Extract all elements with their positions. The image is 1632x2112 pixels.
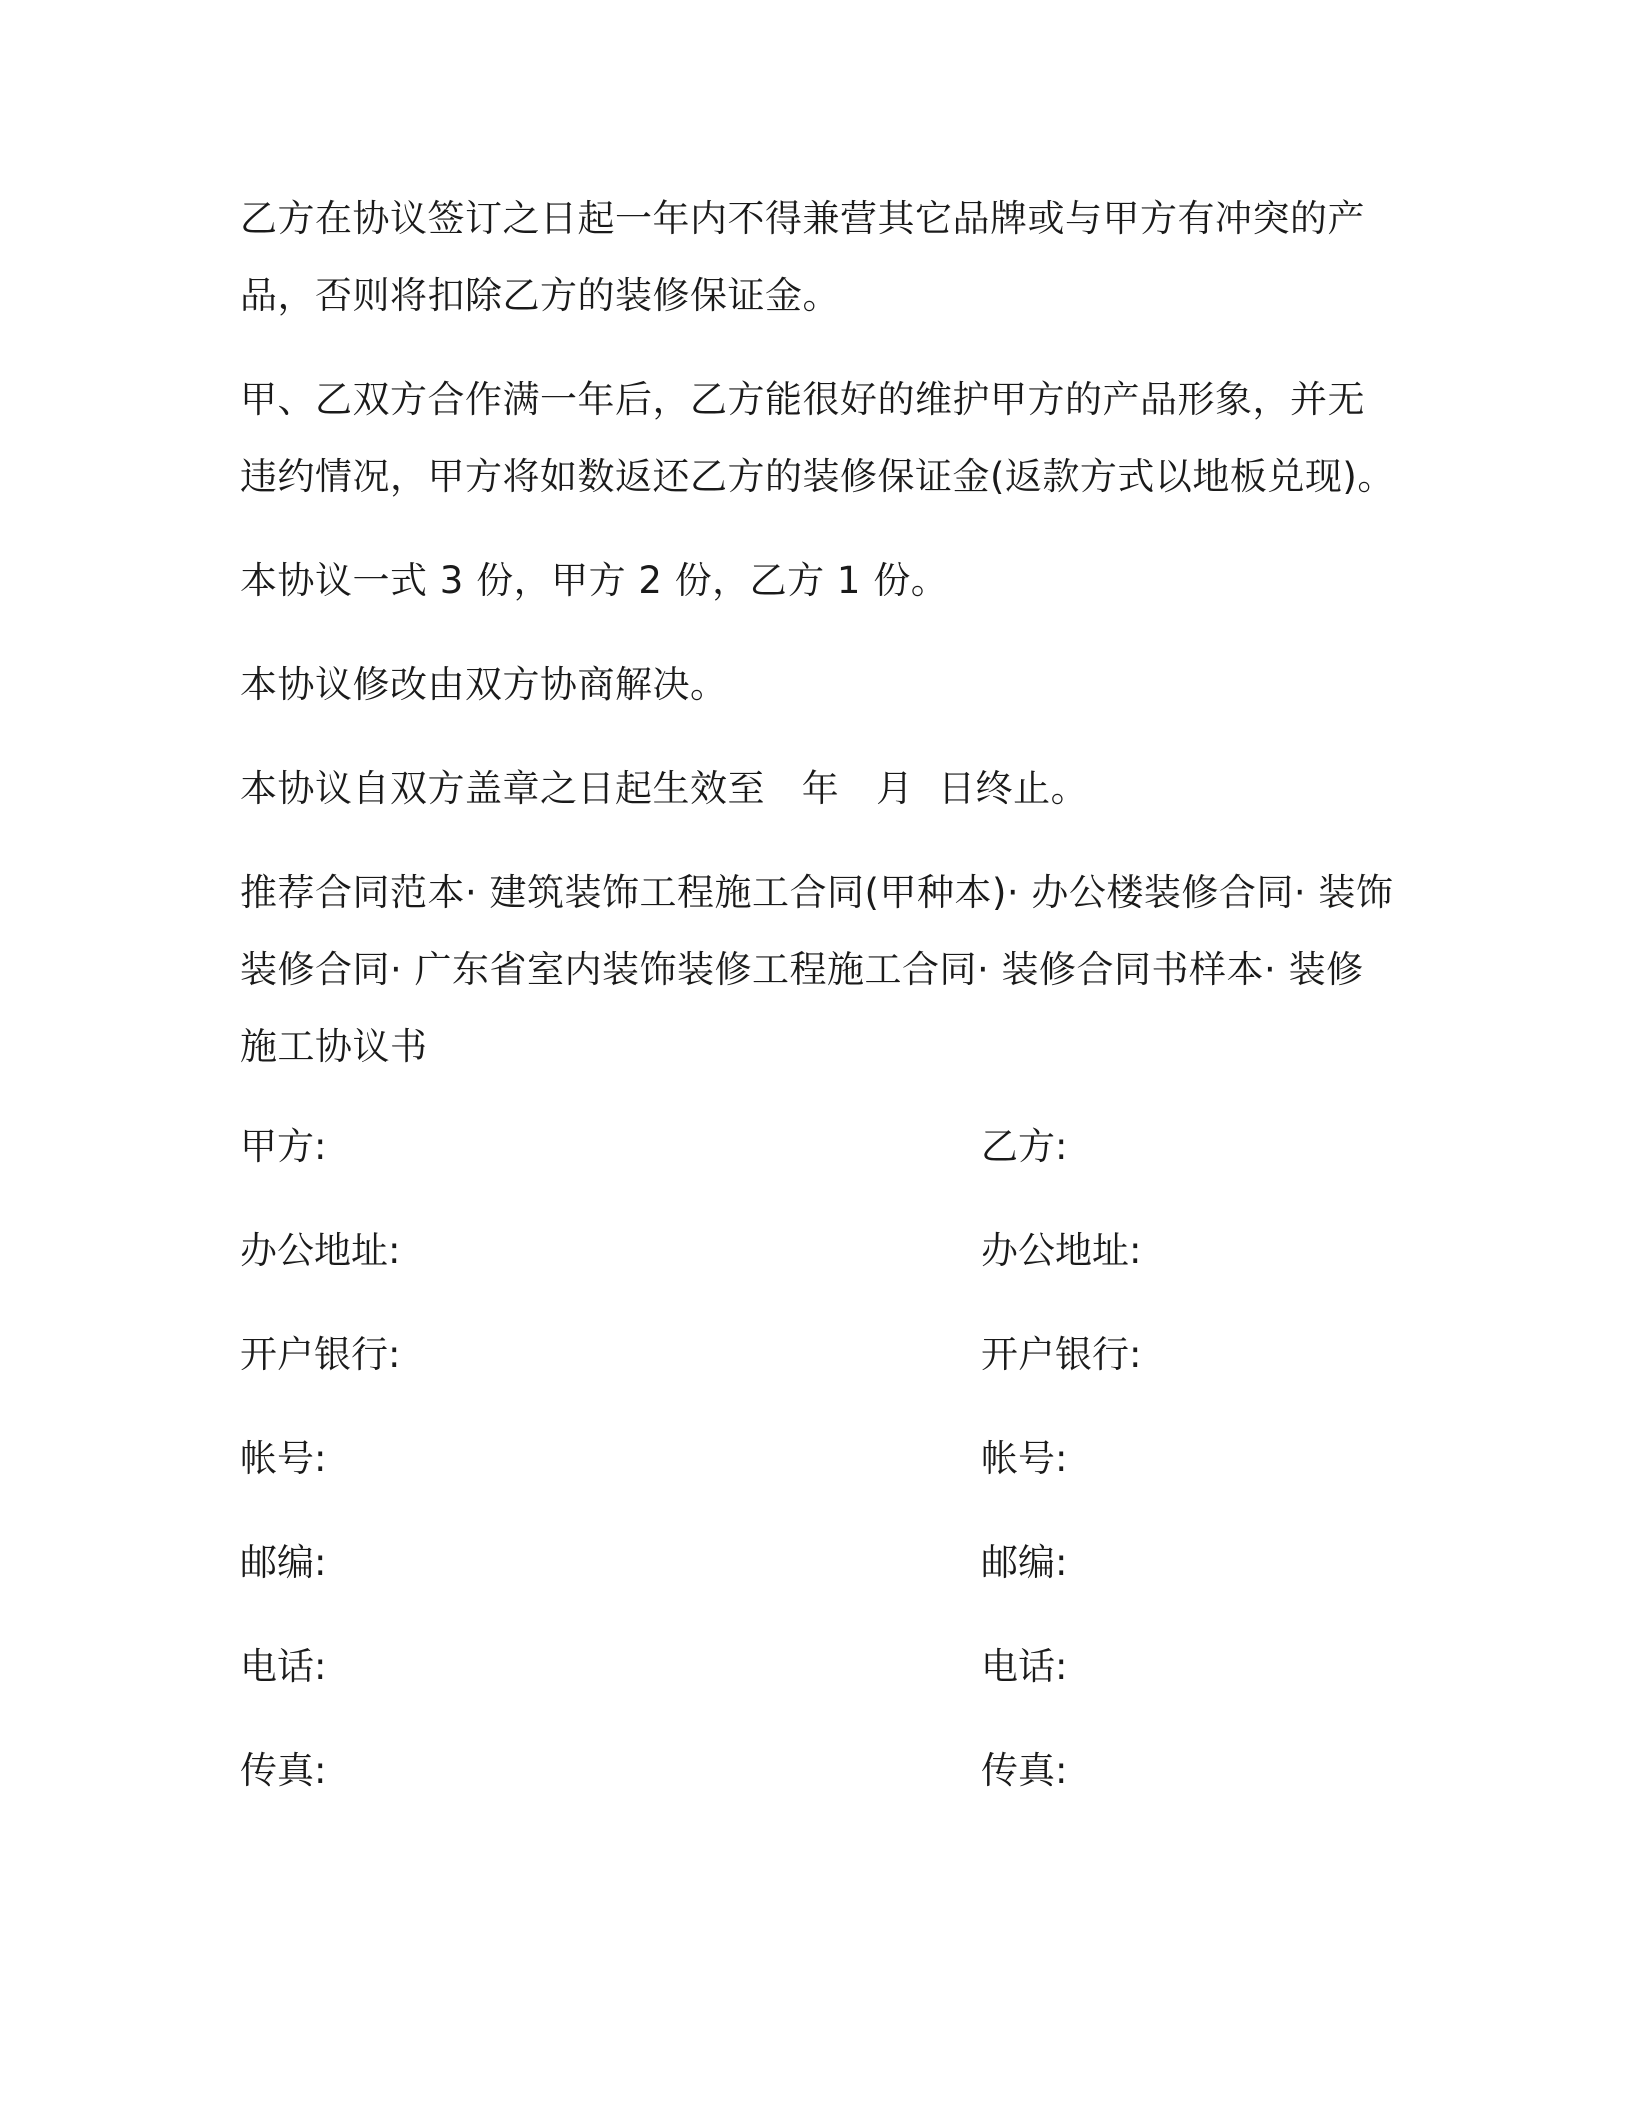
party-b-account-label: 帐号: (981, 1437, 1068, 1480)
party-a-bank-label: 开户银行: (240, 1333, 401, 1376)
party-a-address-label: 办公地址: (240, 1229, 401, 1272)
party-a-account-label: 帐号: (240, 1437, 327, 1480)
party-a-fax-label: 传真: (240, 1749, 327, 1792)
party-a-postcode-label: 邮编: (240, 1541, 327, 1584)
paragraph-recommended-templates: 推荐合同范本· 建筑装饰工程施工合同(甲种本)· 办公楼装修合同· 装饰装修合同· 广东省室内装饰装修工程施工合同· 装修合同书样本· 装修施工协议书 (240, 871, 1394, 1068)
paragraph-deposit-return: 甲、乙双方合作满一年后，乙方能很好的维护甲方的产品形象，并无违约情况，甲方将如数返还乙方的装修保证金(返款方式以地板兑现)。 (240, 378, 1395, 498)
signature-row-account (240, 1420, 1400, 1524)
signature-row-address (240, 1212, 1400, 1316)
signature-row-bank (240, 1316, 1400, 1420)
signature-row-fax (240, 1732, 1400, 1836)
party-b-address-label: 办公地址: (981, 1229, 1142, 1272)
signature-row-phone (240, 1628, 1400, 1732)
signature-row-postcode (240, 1524, 1400, 1628)
party-b-postcode-label: 邮编: (981, 1541, 1068, 1584)
paragraph-exclusivity: 乙方在协议签订之日起一年内不得兼营其它品牌或与甲方有冲突的产品，否则将扣除乙方的装修保证金。 (240, 197, 1365, 317)
party-a-label: 甲方: (240, 1125, 327, 1168)
paragraph-amendment: 本协议修改由双方协商解决。 (240, 663, 728, 706)
party-b-label: 乙方: (981, 1125, 1068, 1168)
signature-block (240, 1108, 1400, 1836)
signature-row-party (240, 1108, 1400, 1212)
party-a-phone-label: 电话: (240, 1645, 327, 1688)
party-b-bank-label: 开户银行: (981, 1333, 1142, 1376)
party-b-fax-label: 传真: (981, 1749, 1068, 1792)
document-body (240, 180, 1400, 1112)
party-b-phone-label: 电话: (981, 1645, 1068, 1688)
paragraph-validity: 本协议自双方盖章之日起生效至 年 月 日终止。 (240, 767, 1089, 810)
paragraph-copies: 本协议一式 3 份，甲方 2 份，乙方 1 份。 (240, 559, 949, 602)
